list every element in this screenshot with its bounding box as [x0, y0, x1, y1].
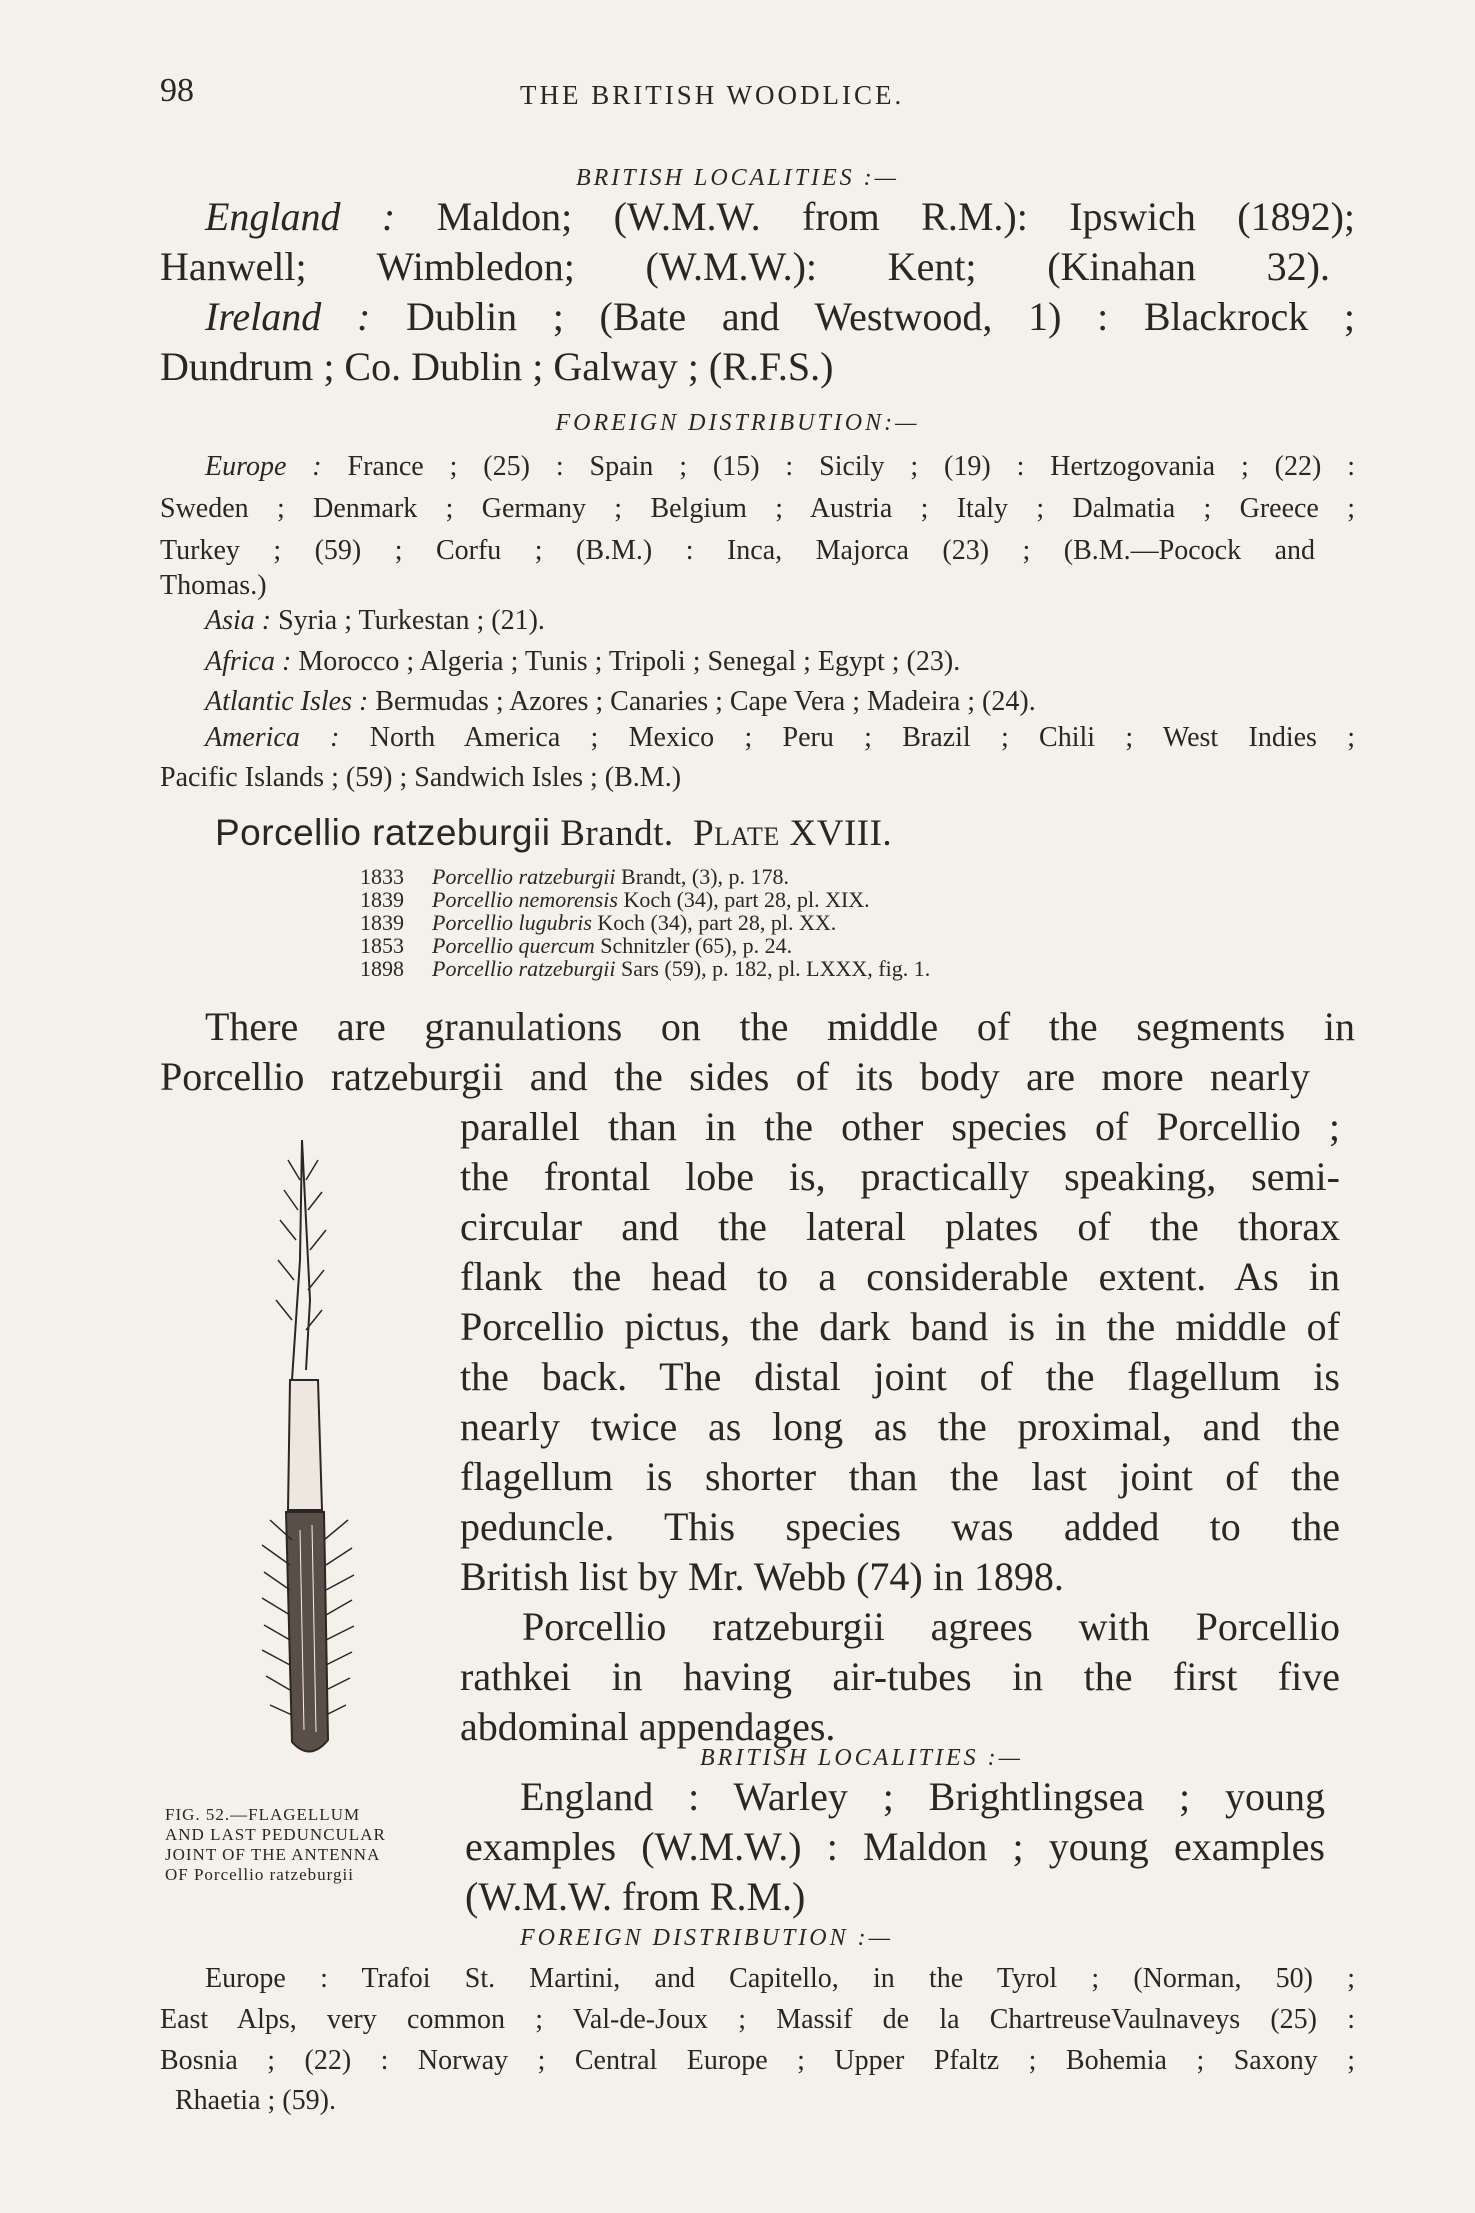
locality-line: (W.M.W. from R.M.)	[465, 1874, 806, 1919]
distribution-line: Asia : Syria ; Turkestan ; (21).	[205, 605, 545, 636]
species-name: Porcellio ratzeburgii	[215, 812, 551, 853]
locality-line: Ireland : Dublin ; (Bate and Westwood, 1) : Blackrock ;	[205, 294, 1356, 339]
synonym-entry: 1839 Porcellio lugubris Koch (34), part 28, pl. XX.	[360, 910, 837, 935]
british-localities-heading-2: BRITISH LOCALITIES :—	[700, 1745, 1024, 1771]
description-line: the frontal lobe is, practically speaking, semi-	[460, 1154, 1340, 1199]
description-line: flagellum is shorter than the last joint of the	[460, 1454, 1340, 1499]
synonymy-list	[360, 865, 930, 980]
distribution-line: Sweden ; Denmark ; Germany ; Belgium ; Austria ; Italy ; Dalmatia ; Greece ;	[160, 493, 1355, 524]
description-line: the back. The distal joint of the flagellum is	[460, 1354, 1340, 1399]
synonym-entry: 1898 Porcellio ratzeburgii Sars (59), p. 182, pl. LXXX, fig. 1.	[360, 956, 931, 981]
foreign-distribution-heading: FOREIGN DISTRIBUTION:—	[555, 410, 920, 436]
plate-reference: Plate XVIII.	[693, 813, 893, 854]
locality-line: Hanwell; Wimbledon; (W.M.W.): Kent; (Kinahan 32).	[160, 244, 1330, 289]
description-line: abdominal appendages.	[460, 1704, 836, 1749]
running-title: THE BRITISH WOODLICE.	[520, 80, 905, 110]
synonym-entry: 1839 Porcellio nemorensis Koch (34), part 28, pl. XIX.	[360, 887, 870, 912]
description-line: Porcellio ratzeburgii and the sides of its body are more nearly	[160, 1054, 1310, 1099]
british-localities-heading: BRITISH LOCALITIES :—	[575, 165, 899, 191]
page-number: 98	[160, 72, 194, 109]
distribution-line: America : North America ; Mexico ; Peru ; Brazil ; Chili ; West Indies ;	[205, 722, 1356, 753]
description-narrow-column	[460, 1102, 1340, 1752]
description-line: nearly twice as long as the proximal, and the	[460, 1404, 1340, 1449]
distribution-line: Europe : France ; (25) : Spain ; (15) : Sicily ; (19) : Hertzogovania ; (22) :	[205, 451, 1355, 482]
distribution-line: Rhaetia ; (59).	[175, 2085, 336, 2116]
species-author: Brandt.	[560, 813, 674, 854]
distribution-line: Europe : Trafoi St. Martini, and Capitello, in the Tyrol ; (Norman, 50) ;	[205, 1963, 1355, 1994]
description-line: circular and the lateral plates of the thorax	[460, 1204, 1340, 1249]
locality-line: England : Warley ; Brightlingsea ; young	[520, 1774, 1325, 1819]
description-line: British list by Mr. Webb (74) in 1898.	[460, 1554, 1064, 1599]
locality-line: England : Maldon; (W.M.W. from R.M.): Ipswich (1892);	[205, 194, 1356, 239]
description-line: There are granulations on the middle of the segments in	[205, 1004, 1355, 1049]
synonym-entry: 1853 Porcellio quercum Schnitzler (65), p. 24.	[360, 933, 793, 958]
flagellum-illustration	[240, 1120, 410, 1770]
synonym-entry: 1833 Porcellio ratzeburgii Brandt, (3), p. 178.	[360, 864, 790, 889]
figure-caption: FIG. 52.—FLAGELLUM AND LAST PEDUNCULAR JOINT OF THE ANTENNA OF Porcellio ratzeburgii	[165, 1805, 386, 1884]
locality-line: Dundrum ; Co. Dublin ; Galway ; (R.F.S.)	[160, 344, 834, 389]
distribution-line: Atlantic Isles : Bermudas ; Azores ; Canaries ; Cape Vera ; Madeira ; (24).	[205, 686, 1036, 717]
locality-line: examples (W.M.W.) : Maldon ; young examples	[465, 1824, 1325, 1869]
description-line: Porcellio pictus, the dark band is in the middle of	[460, 1304, 1340, 1349]
distribution-line: Bosnia ; (22) : Norway ; Central Europe ; Upper Pfaltz ; Bohemia ; Saxony ;	[160, 2045, 1355, 2076]
description-line: Porcellio ratzeburgii agrees with Porcellio	[522, 1604, 1340, 1649]
description-line: peduncle. This species was added to the	[460, 1504, 1340, 1549]
description-line: parallel than in the other species of Porcellio ;	[460, 1104, 1340, 1149]
distribution-line: Thomas.)	[160, 570, 267, 601]
distribution-line: Africa : Morocco ; Algeria ; Tunis ; Tripoli ; Senegal ; Egypt ; (23).	[205, 646, 961, 677]
foreign-distribution-heading-2: FOREIGN DISTRIBUTION :—	[520, 1925, 893, 1951]
distribution-line: Turkey ; (59) ; Corfu ; (B.M.) : Inca, Majorca (23) ; (B.M.—Pocock and	[160, 535, 1315, 566]
distribution-line: Pacific Islands ; (59) ; Sandwich Isles ; (B.M.)	[160, 762, 682, 793]
description-line: flank the head to a considerable extent. As in	[460, 1254, 1340, 1299]
description-line: rathkei in having air-tubes in the first five	[460, 1654, 1340, 1699]
species-heading	[215, 812, 892, 855]
distribution-line: East Alps, very common ; Val-de-Joux ; Massif de la ChartreuseVaulnaveys (25) :	[160, 2004, 1355, 2035]
